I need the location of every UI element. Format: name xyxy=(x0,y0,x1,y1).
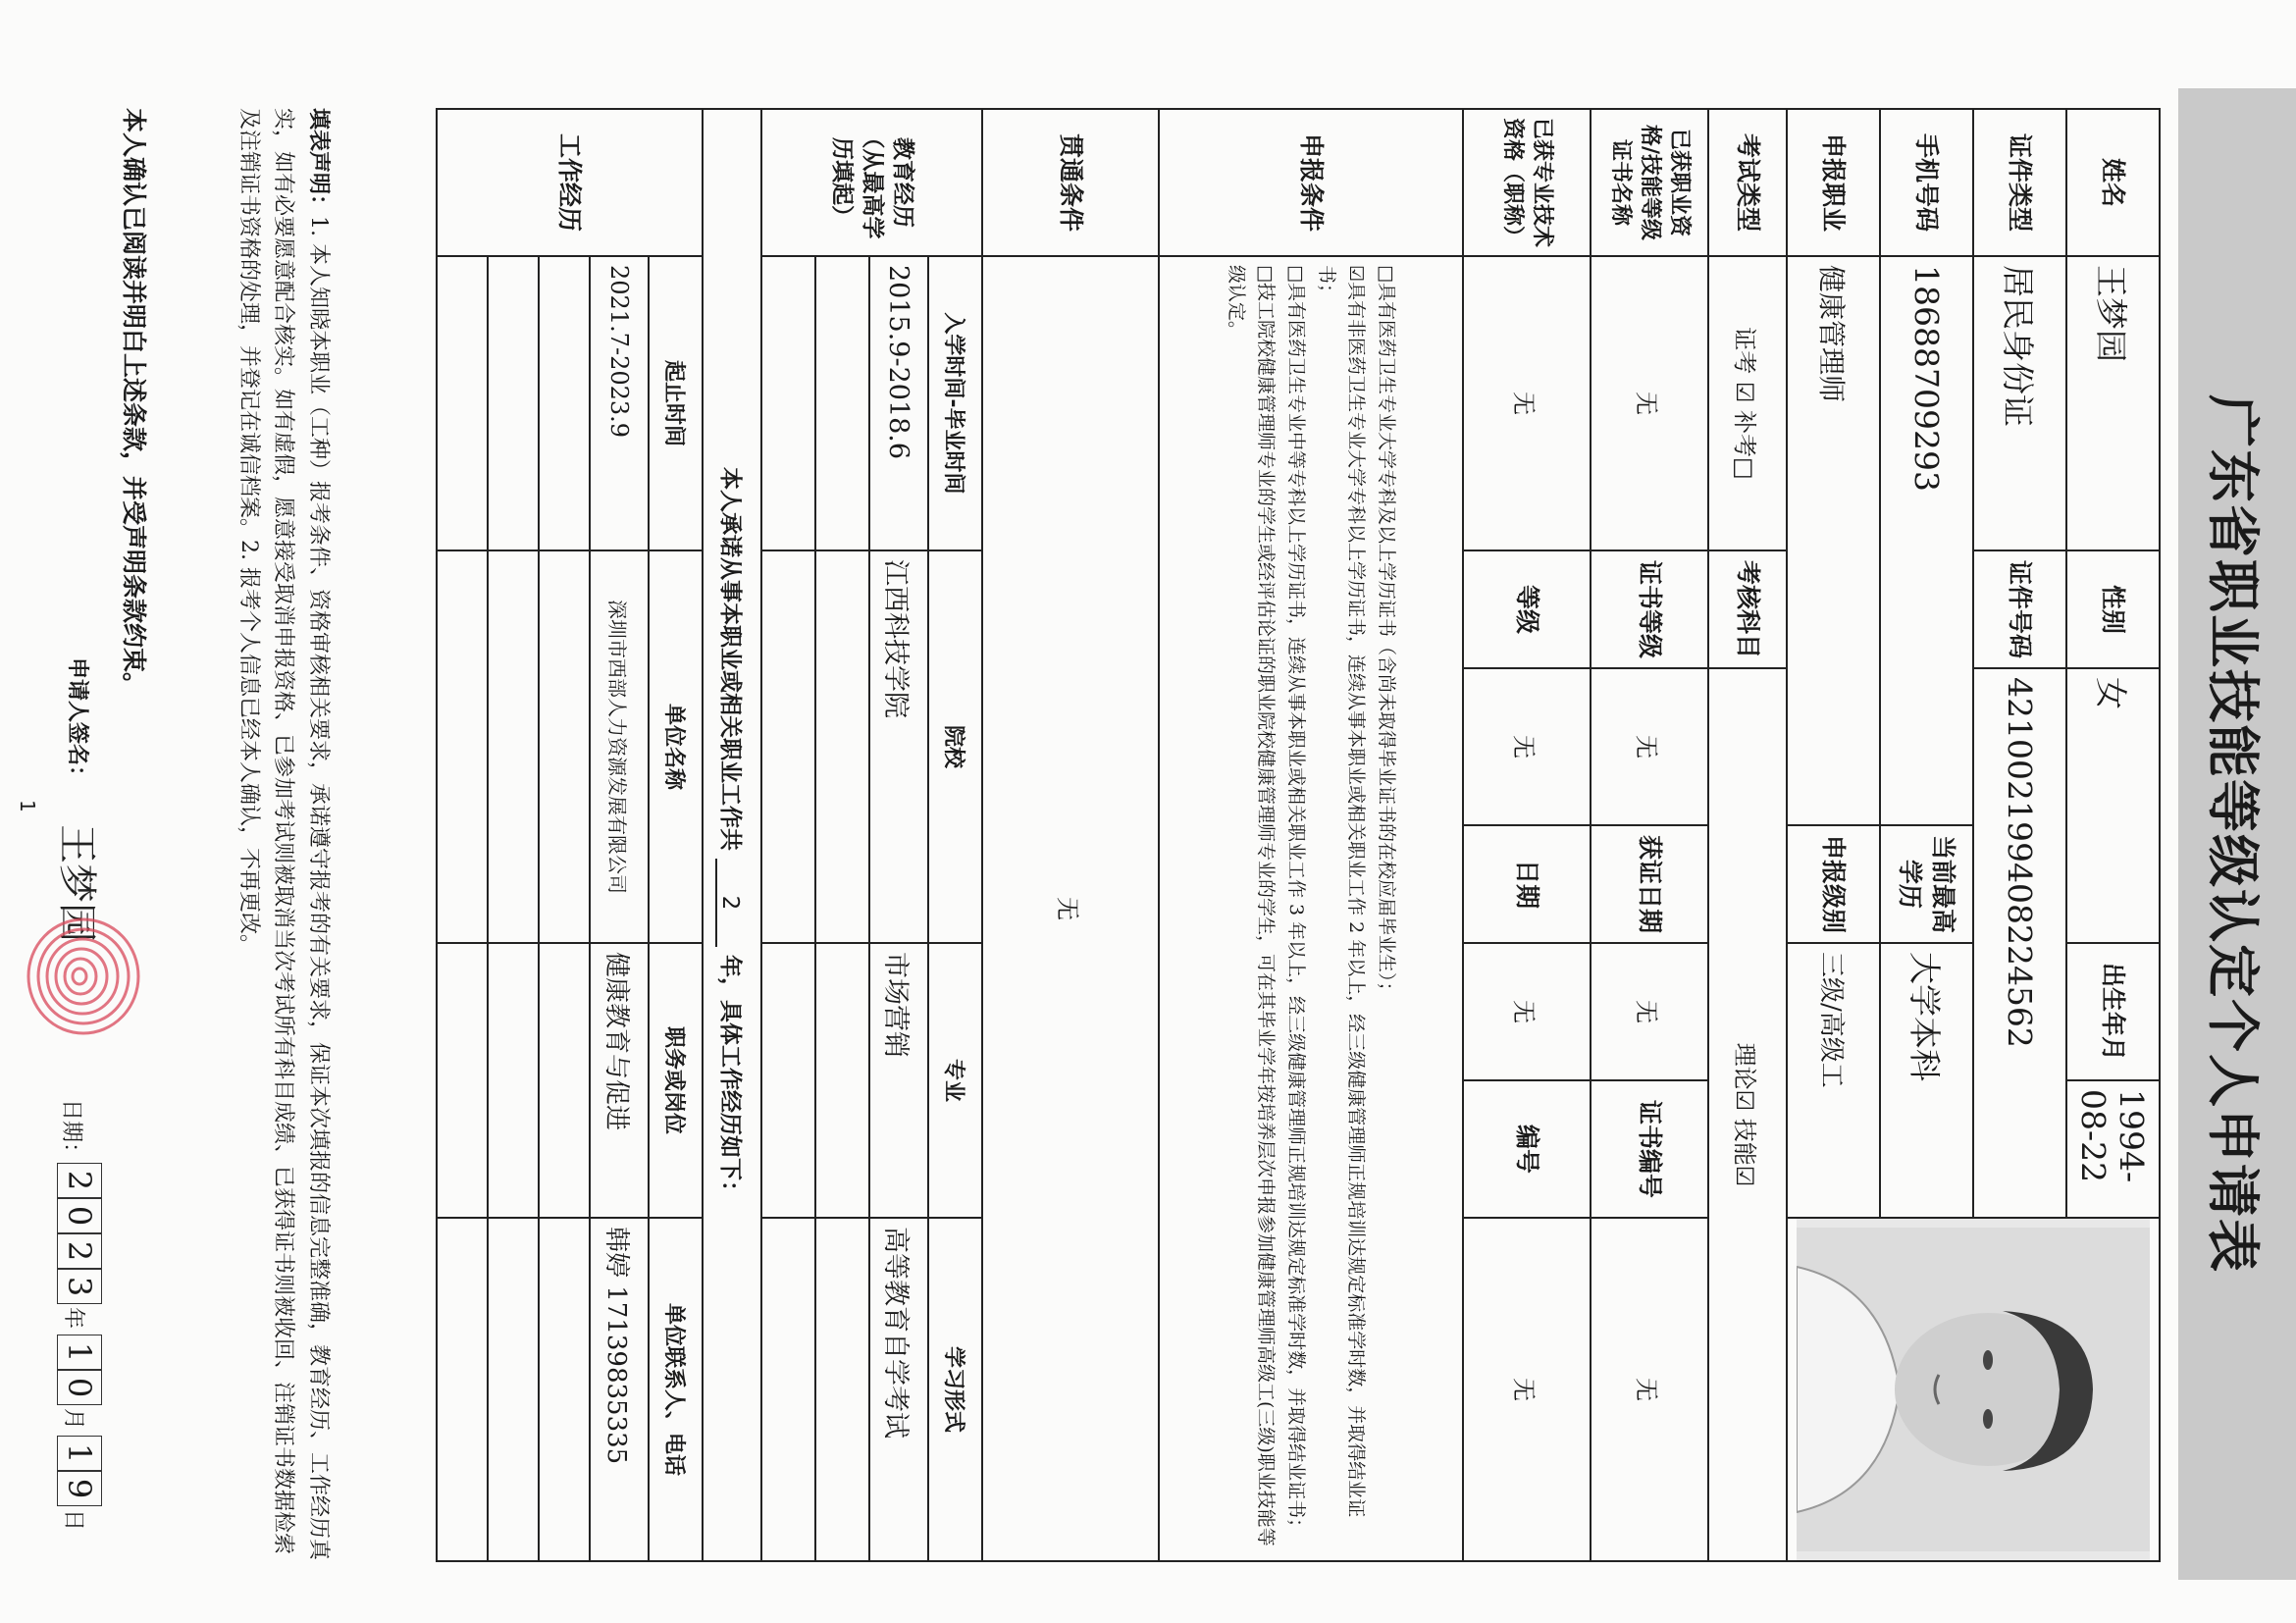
conditions-list xyxy=(1159,256,1463,1561)
work-empty-cell xyxy=(437,550,488,943)
year-unit: 年 xyxy=(61,1307,85,1330)
edu-row-period: 2015.9-2018.6 xyxy=(869,256,928,550)
work-empty-cell xyxy=(488,256,539,550)
occupation-value: 健康管理师 xyxy=(1787,256,1880,825)
cert-level-label: 证书等级 xyxy=(1591,550,1708,668)
title-date-value: 无 xyxy=(1463,943,1591,1080)
level-value: 三级/高级工 xyxy=(1787,943,1880,1218)
condition-item: ☑具有非医药卫生专业大学专科以上学历证书，连续从事本职业或相关职业工作 2 年以上，经三级健康管理师正规培训达规定标准学时数，并取得结业证书； xyxy=(1316,265,1367,1518)
day-unit: 日 xyxy=(61,1509,85,1532)
date-digit: 1 xyxy=(57,1335,102,1370)
gender-value: 女 xyxy=(2066,668,2160,943)
cert-number-value: 无 xyxy=(1591,1218,1708,1561)
signature-value: 王梦园 xyxy=(54,824,99,942)
edu-empty-cell xyxy=(761,943,815,1218)
id-type-value: 居民身份证 xyxy=(1973,256,2066,550)
date-digit: 9 xyxy=(57,1471,102,1506)
exam-subjects-label: 考核科目 xyxy=(1708,550,1787,668)
work-header-company: 单位名称 xyxy=(649,550,703,943)
page-number: 1 xyxy=(16,800,39,812)
photo-cell xyxy=(1787,1218,2160,1561)
date-digit: 1 xyxy=(57,1436,102,1471)
portrait-icon xyxy=(1797,1228,2150,1551)
declaration xyxy=(231,108,336,1560)
name-label: 姓名 xyxy=(2066,109,2160,256)
date-digit: 0 xyxy=(57,1370,102,1405)
through-value: 无 xyxy=(982,256,1159,1561)
title-date-label: 日期 xyxy=(1463,825,1591,943)
edu-header-major: 专业 xyxy=(928,943,982,1218)
edu-header-school: 院校 xyxy=(928,550,982,943)
work-empty-cell xyxy=(539,256,590,550)
work-empty-cell xyxy=(488,1218,539,1561)
condition-item: □技工院校健康管理师专业的学生或经评估论证的职业院校健康管理师专业的学生，可在其毕业学年按培养层次申报参加健康管理师高级工(三级)职业技能等级认定。 xyxy=(1226,265,1277,1546)
work-history-label: 工作经历 xyxy=(437,109,703,256)
cert-level-value: 无 xyxy=(1591,668,1708,825)
cert-number-label: 证书编号 xyxy=(1591,1080,1708,1218)
cert-name-label: 已获职业资格/技能等级证书名称 xyxy=(1591,109,1708,256)
edu-empty-cell xyxy=(761,256,815,550)
work-empty-cell xyxy=(539,943,590,1218)
signature-row xyxy=(39,108,108,1560)
signature-label: 申请人签名： xyxy=(65,657,89,788)
work-row-position: 健康教育与促进 xyxy=(590,943,649,1218)
work-banner-prefix: 本人承诺从事本职业或相关职业工作共 xyxy=(717,466,743,851)
edu-row-mode: 高等教育自学考试 xyxy=(869,1218,928,1561)
education-value: 大学本科 xyxy=(1880,943,1973,1218)
edu-row-major: 市场营销 xyxy=(869,943,928,1218)
level-label: 申报级别 xyxy=(1787,825,1880,943)
edu-row-school: 江西科技学院 xyxy=(869,550,928,943)
work-row-contact: 韩婷 17139835335 xyxy=(590,1218,649,1561)
through-label: 贯通条件 xyxy=(982,109,1159,256)
birth-value: 1994-08-22 xyxy=(2066,1080,2160,1218)
id-number-value: 421002199408224562 xyxy=(1973,668,2066,1218)
work-header-period: 起止时间 xyxy=(649,256,703,550)
work-empty-cell xyxy=(488,943,539,1218)
condition-item: □具有医药卫生专业中等专科以上学历证书，连续从事本职业或相关职业工作 3 年以上，经三级健康管理师正规培训达规定标准学时数，并取得结业证书； xyxy=(1285,265,1307,1538)
edu-header-mode: 学习形式 xyxy=(928,1218,982,1561)
edu-empty-cell xyxy=(815,550,869,943)
declaration-confirm: 本人确认已阅读并明白上述条款，并受声明条款约束。 xyxy=(120,108,148,698)
exam-type-options: 证考 ☑ 补考□ xyxy=(1708,256,1787,550)
education-label: 当前最高学历 xyxy=(1880,825,1973,943)
edu-empty-cell xyxy=(761,550,815,943)
work-row-period: 2021.7-2023.9 xyxy=(590,256,649,550)
date-digit: 2 xyxy=(57,1233,102,1269)
edu-header-period: 入学时间-毕业时间 xyxy=(928,256,982,550)
title-number-value: 无 xyxy=(1463,1218,1591,1561)
title-cert-label: 已获专业技术资格（职称） xyxy=(1463,109,1591,256)
edu-empty-cell xyxy=(815,256,869,550)
work-banner xyxy=(703,109,761,1561)
birth-label: 出生年月 xyxy=(2066,943,2160,1080)
title-grade-label: 等级 xyxy=(1463,550,1591,668)
cert-date-value: 无 xyxy=(1591,943,1708,1080)
work-empty-cell xyxy=(437,943,488,1218)
form-title: 广东省职业技能等级认定个人申请表 xyxy=(2202,394,2265,1274)
applicant-photo xyxy=(1797,1219,2150,1560)
fingerprint-icon xyxy=(20,913,147,1040)
phone-value: 18688709293 xyxy=(1880,256,1973,825)
info-table xyxy=(436,108,2161,1562)
gender-label: 性别 xyxy=(2066,550,2160,668)
work-empty-cell xyxy=(539,550,590,943)
occupation-label: 申报职业 xyxy=(1787,109,1880,256)
declaration-text: 1. 本人知晓本职业（工种）报考条件、资格审核相关要求，承诺遵守报考的有关要求，保证本次填报的信息完整准确，教育经历、工作经历真实，如有必要愿意配合核实。如有虚假，愿意接受取消申报资格、已参加考试则被取消当次考试所有科目成绩、已获得证书则被收回、注销证书数据检索及注销证书资格的处理，并登记在诚信档案。2. 报考个人信息已经本人确认，不再更改。 xyxy=(235,108,331,1561)
work-banner-suffix: 年，具体工作经历如下： xyxy=(717,955,743,1204)
work-empty-cell xyxy=(437,1218,488,1561)
phone-label: 手机号码 xyxy=(1880,109,1973,256)
edu-empty-cell xyxy=(815,943,869,1218)
edu-empty-cell xyxy=(815,1218,869,1561)
exam-type-label: 考试类型 xyxy=(1708,109,1787,256)
month-unit: 月 xyxy=(61,1408,85,1431)
exam-subjects-options: 理论☑ 技能☑ xyxy=(1708,668,1787,1561)
cert-date-label: 获证日期 xyxy=(1591,825,1708,943)
title-cert-value: 无 xyxy=(1463,256,1591,550)
work-header-position: 职务或岗位 xyxy=(649,943,703,1218)
date-label: 日期： xyxy=(59,1099,83,1165)
title-number-label: 编号 xyxy=(1463,1080,1591,1218)
name-value: 王梦园 xyxy=(2066,256,2160,550)
edu-history-label: 教育经历（从最高学历填起） xyxy=(761,109,982,256)
id-number-label: 证件号码 xyxy=(1973,550,2066,668)
work-years: 2 xyxy=(715,859,743,947)
work-empty-cell xyxy=(488,550,539,943)
date-digit: 0 xyxy=(57,1198,102,1233)
work-row-company: 深圳市西部人力资源发展有限公司 xyxy=(590,550,649,943)
date-digit: 3 xyxy=(57,1269,102,1304)
title-grade-value: 无 xyxy=(1463,668,1591,825)
work-empty-cell xyxy=(437,256,488,550)
work-header-contact: 单位联系人、电话 xyxy=(649,1218,703,1561)
id-type-label: 证件类型 xyxy=(1973,109,2066,256)
condition-item: □具有医药卫生专业大学专科及以上学历证书（含尚未取得毕业证书的在校应届毕业生）； xyxy=(1376,265,1398,1001)
conditions-label: 申报条件 xyxy=(1159,109,1463,256)
cert-name-value: 无 xyxy=(1591,256,1708,550)
date-digit: 2 xyxy=(57,1163,102,1198)
edu-empty-cell xyxy=(761,1218,815,1561)
work-empty-cell xyxy=(539,1218,590,1561)
declaration-lead: 填表声明： xyxy=(306,108,331,217)
